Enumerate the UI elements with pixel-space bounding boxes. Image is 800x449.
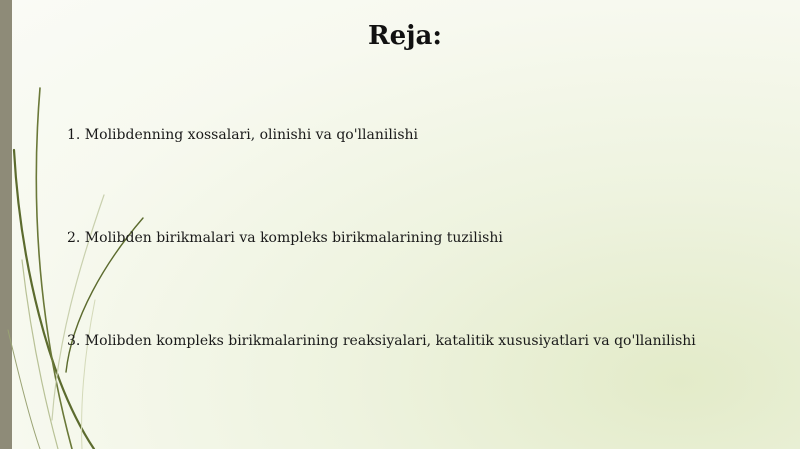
slide-title: Reja: bbox=[367, 21, 442, 51]
plan-item-3: 3. Molibden kompleks birikmalarining reaksiyalari, katalitik xususiyatlari va qo'llanilishi bbox=[67, 333, 696, 349]
decorative-stems bbox=[0, 0, 200, 449]
plan-item-2: 2. Molibden birikmalari va kompleks birikmalarining tuzilishi bbox=[67, 230, 503, 246]
left-accent-bar bbox=[0, 0, 12, 449]
plan-item-1: 1. Molibdenning xossalari, olinishi va qo'llanilishi bbox=[67, 127, 418, 143]
